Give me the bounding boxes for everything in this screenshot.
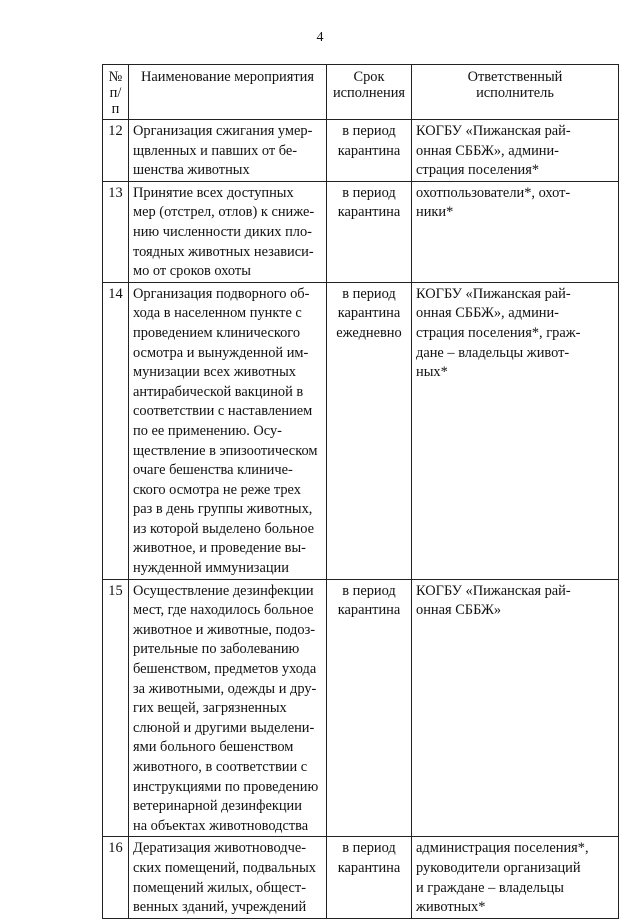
table-row bbox=[103, 181, 619, 282]
measure-term: в период карантина bbox=[327, 120, 412, 182]
measure-name: Дератизация животноводче- ских помещений, подвальных помещений жилых, общест- венных зданий, учреждений bbox=[129, 837, 327, 918]
measure-responsible: администрация поселения*, руководители организаций и граждане – владельцы животных* bbox=[412, 837, 619, 918]
measures-table bbox=[102, 64, 619, 919]
row-number: 12 bbox=[103, 120, 129, 182]
measure-name: Организация подворного об- хода в населенном пункте с проведением клинического осмотра и вынужденной им- мунизации всех животных антирабической вакциной в соответствии с наставлением по ее применению. Осу- ществление в эпизоотическом очаге бешенства клиниче- ского осмотра не реже трех раз в день группы животных, из которой выделено больное животное, и проведение вы- нужденной иммунизации bbox=[129, 282, 327, 579]
row-number: 16 bbox=[103, 837, 129, 918]
measure-term: в период карантина bbox=[327, 579, 412, 837]
table-row bbox=[103, 282, 619, 579]
row-number: 15 bbox=[103, 579, 129, 837]
header-num: № п/п bbox=[103, 65, 129, 120]
measure-term: в период карантина bbox=[327, 181, 412, 282]
measure-responsible: охотпользователи*, охот- ники* bbox=[412, 181, 619, 282]
table-row bbox=[103, 579, 619, 837]
measure-name: Организация сжигания умер- щвленных и павших от бе- шенства животных bbox=[129, 120, 327, 182]
measure-responsible: КОГБУ «Пижанская рай- онная СББЖ», админи- страция поселения*, граж- дане – владельцы живот- ных* bbox=[412, 282, 619, 579]
header-name: Наименование мероприятия bbox=[129, 65, 327, 120]
measure-responsible: КОГБУ «Пижанская рай- онная СББЖ» bbox=[412, 579, 619, 837]
header-term: Срок исполнения bbox=[327, 65, 412, 120]
measure-name: Принятие всех доступных мер (отстрел, отлов) к сниже- нию численности диких пло- тоядных животных независи- мо от сроков охоты bbox=[129, 181, 327, 282]
table-header-row bbox=[103, 65, 619, 120]
measure-responsible: КОГБУ «Пижанская рай- онная СББЖ», админи- страция поселения* bbox=[412, 120, 619, 182]
page-number: 4 bbox=[316, 30, 324, 45]
measure-name: Осуществление дезинфекции мест, где находилось больное животное и животные, подоз- рительные по заболеванию бешенством, предметов ухода за животными, одежды и дру- гих вещей, загрязненных слюной и другими выделени- ями больного бешенством животного, в соответствии с инструкциями по проведению ветеринарной дезинфекции на объектах животноводства bbox=[129, 579, 327, 837]
header-responsible: Ответственный исполнитель bbox=[412, 65, 619, 120]
measure-term: в период карантина ежедневно bbox=[327, 282, 412, 579]
table-row bbox=[103, 120, 619, 182]
row-number: 13 bbox=[103, 181, 129, 282]
row-number: 14 bbox=[103, 282, 129, 579]
table-row bbox=[103, 837, 619, 918]
measure-term: в период карантина bbox=[327, 837, 412, 918]
